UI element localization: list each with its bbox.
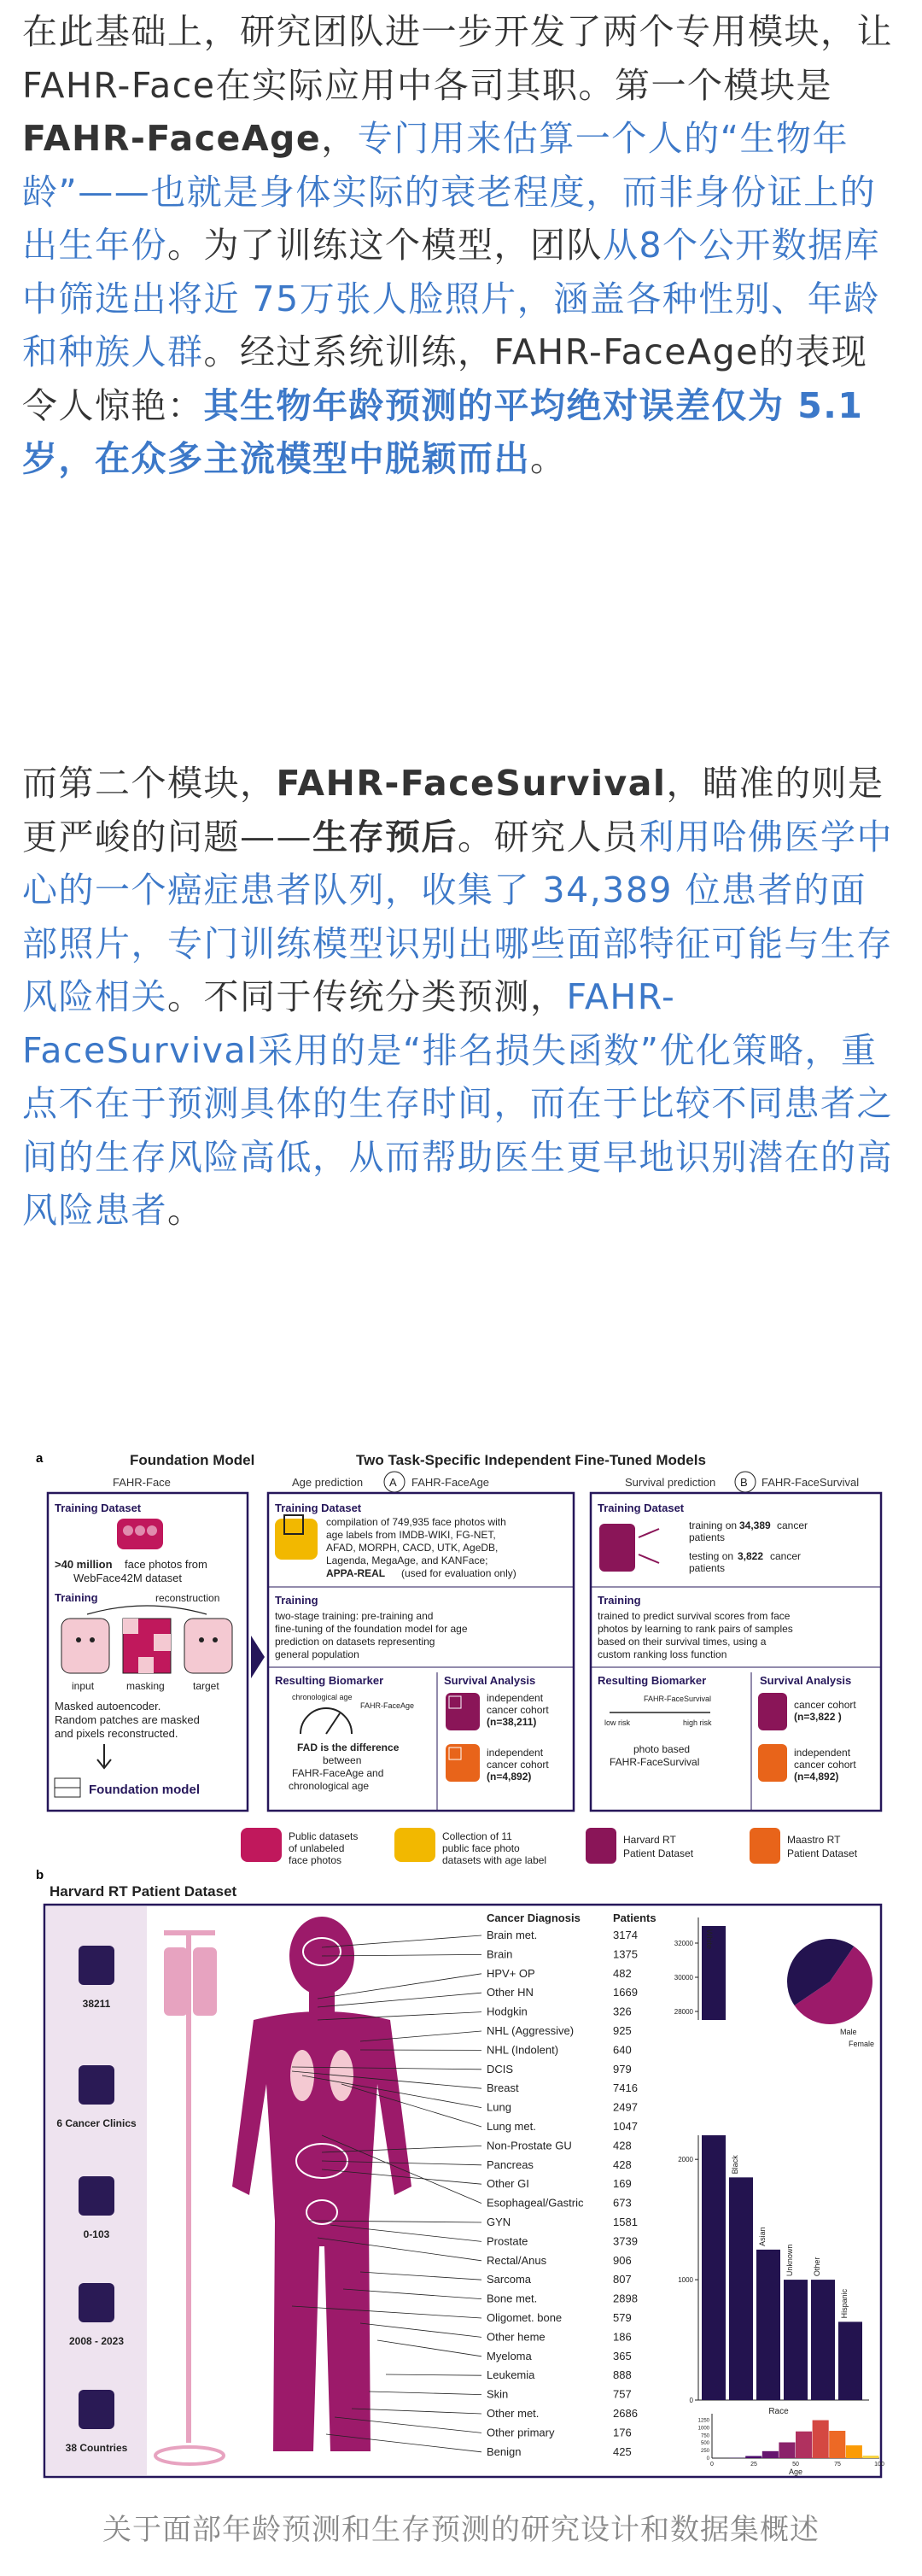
- svg-text:cancer cohort: cancer cohort: [794, 1759, 856, 1771]
- race-ytick-4: 30000: [674, 1974, 693, 1982]
- diagnosis-count-16: 3739: [613, 2234, 638, 2248]
- age-bar-8: [846, 2445, 862, 2458]
- diagnosis-name-14: Esophageal/Gastric: [487, 2196, 584, 2210]
- face-input-icon: [61, 1619, 109, 1673]
- p2-run-2: ，瞄准的则是更严峻的问题——: [22, 763, 884, 858]
- race-bar-4: [811, 2280, 835, 2400]
- svg-text:fine-tuning of the foundation: fine-tuning of the foundation model for age: [275, 1623, 468, 1635]
- stat-icon-2: [79, 2176, 114, 2216]
- svg-text:cancer: cancer: [777, 1519, 808, 1531]
- diagnosis-count-7: 979: [613, 2062, 632, 2075]
- stat-icon-1: [79, 2065, 114, 2105]
- svg-text:FAHR-FaceSurvival: FAHR-FaceSurvival: [762, 1476, 860, 1489]
- svg-text:high risk: high risk: [683, 1718, 712, 1727]
- svg-text:testing on: testing on: [689, 1550, 734, 1562]
- p2-run-6: 。不同于传统分类预测，: [167, 976, 567, 1017]
- p2-run-5: 利用哈佛医学中心的一个癌症患者队列，收集了 34,389 位患者的面部照片，专门训练模型识别出哪些面部特征可能与生存风险相关: [22, 816, 893, 1017]
- svg-text:Masked autoencoder.: Masked autoencoder.: [55, 1700, 161, 1712]
- diagnosis-name-19: Bone met.: [487, 2292, 538, 2305]
- diagnosis-name-4: Hodgkin: [487, 2005, 528, 2018]
- age-ytick-2: 500: [700, 2441, 709, 2447]
- race-label-3: Unknown: [785, 2244, 794, 2277]
- diagnosis-name-2: HPV+ OP: [487, 1966, 535, 1980]
- svg-text:patients: patients: [689, 1562, 726, 1574]
- svg-text:FAHR-FaceAge: FAHR-FaceAge: [360, 1701, 415, 1710]
- age-ytick-3: 750: [700, 2433, 709, 2439]
- race-label-1: Black: [731, 2155, 739, 2175]
- svg-text:datasets with age label: datasets with age label: [442, 1854, 547, 1866]
- diagnosis-count-25: 2686: [613, 2407, 638, 2420]
- svg-text:(used for evaluation only): (used for evaluation only): [401, 1567, 516, 1579]
- age-faces-icon: [275, 1515, 318, 1560]
- foundation-title: Foundation Model: [130, 1452, 255, 1468]
- pie-label-1: Female: [849, 2040, 875, 2048]
- age-xtick-4: 100: [874, 2462, 884, 2468]
- svg-text:Public datasets: Public datasets: [289, 1830, 359, 1842]
- patients-header: Patients: [613, 1912, 656, 1924]
- svg-text:(n=4,892): (n=4,892): [794, 1771, 839, 1783]
- foundation-sub: FAHR-Face: [113, 1476, 171, 1489]
- stat-icon-3: [79, 2283, 114, 2322]
- diagnosis-name-9: Lung: [487, 2100, 511, 2114]
- svg-text:public face photo: public face photo: [442, 1842, 520, 1854]
- unlabeled-faces-icon: [117, 1519, 163, 1549]
- age-ytick-5: 1250: [697, 2418, 709, 2424]
- svg-text:>40 million: >40 million: [55, 1558, 113, 1571]
- age-ytick-1: 250: [700, 2449, 709, 2455]
- svg-text:Survival prediction: Survival prediction: [625, 1476, 716, 1489]
- diagnosis-name-0: Brain met.: [487, 1929, 538, 1941]
- svg-text:patients: patients: [689, 1531, 726, 1543]
- diagnosis-count-23: 888: [613, 2368, 632, 2382]
- diagnosis-name-17: Rectal/Anus: [487, 2253, 547, 2267]
- diagnosis-header: Cancer Diagnosis: [487, 1912, 581, 1924]
- stat-icon-4: [79, 2390, 114, 2429]
- diagnosis-name-21: Other heme: [487, 2330, 546, 2344]
- svg-text:masking: masking: [126, 1680, 165, 1692]
- race-label-2: Asian: [758, 2227, 767, 2246]
- arrow-icon: [251, 1636, 265, 1678]
- diagnosis-name-23: Leukemia: [487, 2368, 535, 2382]
- diagnosis-count-21: 186: [613, 2330, 632, 2344]
- svg-text:cancer: cancer: [770, 1550, 802, 1562]
- svg-text:Random patches are masked: Random patches are masked: [55, 1713, 200, 1726]
- svg-text:(n=38,211): (n=38,211): [487, 1716, 537, 1728]
- race-label-5: Hispanic: [840, 2288, 849, 2319]
- svg-text:general population: general population: [275, 1648, 359, 1660]
- p2-run-8: 。: [167, 1190, 204, 1231]
- svg-text:Resulting Biomarker: Resulting Biomarker: [275, 1674, 384, 1687]
- stat-label-3: 2008 - 2023: [68, 2335, 125, 2347]
- race-ytick-3: 28000: [674, 2008, 693, 2016]
- svg-text:Lagenda, MegaAge, and KANFace;: Lagenda, MegaAge, and KANFace;: [326, 1554, 488, 1566]
- diagnosis-count-12: 428: [613, 2157, 632, 2171]
- svg-text:low risk: low risk: [604, 1718, 631, 1727]
- diagnosis-name-16: Prostate: [487, 2234, 528, 2248]
- diagnosis-name-12: Pancreas: [487, 2157, 534, 2171]
- svg-text:Survival Analysis: Survival Analysis: [760, 1674, 852, 1687]
- maastro-patient-icon: [446, 1744, 480, 1782]
- p1-run-3: 专门用来估算一个人的“生物年龄”——也就是身体实际的衰老程度，而非身份证上的出生年份: [22, 118, 877, 266]
- maastro-patient-icon-2: [758, 1744, 787, 1782]
- svg-text:prediction on datasets represe: prediction on datasets representing: [275, 1636, 435, 1648]
- p2-run-1: FAHR-FaceSurvival: [276, 763, 667, 804]
- svg-text:FAHR-FaceSurvival: FAHR-FaceSurvival: [610, 1756, 700, 1768]
- diagnosis-count-5: 925: [613, 2024, 632, 2037]
- race-xlabel: Race: [768, 2407, 789, 2416]
- diagnosis-name-27: Benign: [487, 2444, 522, 2458]
- diagnosis-count-11: 428: [613, 2139, 632, 2152]
- p2-run-3: 生存预后: [312, 816, 458, 858]
- p1-run-2: ，: [321, 118, 358, 159]
- diagnosis-count-26: 176: [613, 2426, 632, 2439]
- svg-text:Training: Training: [598, 1594, 641, 1607]
- svg-text:Training: Training: [275, 1594, 318, 1607]
- diagnosis-count-1: 1375: [613, 1947, 638, 1961]
- p1-run-1: FAHR-FaceAge: [22, 118, 322, 159]
- diagnosis-name-3: Other HN: [487, 1986, 534, 1999]
- diagnosis-name-22: Myeloma: [487, 2349, 532, 2362]
- svg-text:between: between: [323, 1754, 362, 1766]
- svg-text:AFAD, MORPH, CACD, UTK, AgeDB,: AFAD, MORPH, CACD, UTK, AgeDB,: [326, 1542, 499, 1554]
- diagnosis-name-1: Brain: [487, 1947, 513, 1961]
- age-bar-5: [796, 2432, 812, 2458]
- diagnosis-count-22: 365: [613, 2349, 632, 2362]
- stat-label-2: 0-103: [83, 2228, 110, 2240]
- svg-text:(n=4,892): (n=4,892): [487, 1771, 532, 1783]
- svg-text:target: target: [193, 1680, 219, 1692]
- svg-text:FAHR-FaceSurvival: FAHR-FaceSurvival: [644, 1695, 712, 1703]
- race-ytick-0: 0: [689, 2397, 693, 2404]
- svg-text:face photos: face photos: [289, 1854, 342, 1866]
- age-bar-4: [779, 2443, 795, 2458]
- svg-text:34,389: 34,389: [739, 1519, 771, 1531]
- diagnosis-name-20: Oligomet. bone: [487, 2311, 563, 2324]
- svg-text:photos by learning to rank pai: photos by learning to rank pairs of samples: [598, 1623, 793, 1635]
- svg-text:Training Dataset: Training Dataset: [55, 1502, 142, 1514]
- svg-text:Training: Training: [55, 1591, 98, 1604]
- svg-text:cancer cohort: cancer cohort: [487, 1759, 549, 1771]
- p1-run-8: 。: [530, 438, 567, 479]
- race-bar-1: [729, 2177, 753, 2400]
- svg-text:FAHR-FaceAge: FAHR-FaceAge: [411, 1476, 490, 1489]
- svg-text:A: A: [389, 1476, 397, 1489]
- svg-text:FAHR-FaceAge and: FAHR-FaceAge and: [292, 1767, 384, 1779]
- svg-text:training on: training on: [689, 1519, 738, 1531]
- svg-text:reconstruction: reconstruction: [155, 1592, 220, 1604]
- svg-text:Harvard RT: Harvard RT: [623, 1834, 676, 1846]
- face-target-icon: [184, 1619, 232, 1673]
- diagnosis-name-15: GYN: [487, 2216, 511, 2228]
- face-masked-icon: [123, 1619, 171, 1673]
- age-xlabel: Age: [788, 2468, 803, 2476]
- diagnosis-count-27: 425: [613, 2444, 632, 2458]
- race-bar-3: [784, 2280, 808, 2400]
- diagnosis-count-18: 807: [613, 2273, 632, 2286]
- diagnosis-name-13: Other GI: [487, 2177, 529, 2191]
- age-bar-3: [762, 2451, 779, 2458]
- svg-text:B: B: [740, 1476, 748, 1489]
- diagnosis-count-13: 169: [613, 2177, 632, 2191]
- p1-run-6: 。经过系统训练，FAHR-FaceAge的表现令人惊艳：: [22, 331, 868, 426]
- diagnosis-count-2: 482: [613, 1966, 632, 1980]
- race-bar-lower-0: [702, 2135, 726, 2400]
- stat-label-4: 38 Countries: [65, 2442, 128, 2454]
- age-ytick-4: 1000: [697, 2426, 709, 2432]
- diagnosis-name-25: Other met.: [487, 2407, 540, 2420]
- diagnosis-name-8: Breast: [487, 2081, 519, 2095]
- diagnosis-name-18: Sarcoma: [487, 2273, 532, 2286]
- svg-text:cancer cohort: cancer cohort: [487, 1704, 549, 1716]
- race-ytick-2: 2000: [678, 2156, 693, 2164]
- svg-text:independent: independent: [487, 1692, 544, 1704]
- stat-label-1: 6 Cancer Clinics: [56, 2117, 137, 2129]
- diagnosis-name-7: DCIS: [487, 2062, 514, 2075]
- diagnosis-name-6: NHL (Indolent): [487, 2043, 559, 2057]
- stat-label-0: 38211: [82, 1998, 111, 2010]
- pie-label-0: Male: [840, 2028, 857, 2036]
- diagnosis-name-10: Lung met.: [487, 2120, 536, 2133]
- svg-text:chronological age: chronological age: [289, 1780, 370, 1792]
- p1-run-4: 。为了训练这个模型，团队: [167, 225, 603, 266]
- diagnosis-name-11: Non-Prostate GU: [487, 2139, 572, 2152]
- diagnosis-count-3: 1669: [613, 1986, 638, 1999]
- svg-text:trained to predict survival sc: trained to predict survival scores from face: [598, 1610, 791, 1622]
- p2-run-0: 而第二个模块，: [22, 763, 277, 804]
- race-bar-5: [838, 2321, 862, 2400]
- age-xtick-3: 75: [834, 2462, 841, 2468]
- harvard-patient-icon: [446, 1693, 480, 1730]
- age-ytick-0: 0: [706, 2456, 709, 2462]
- svg-text:independent: independent: [794, 1747, 851, 1759]
- svg-text:Foundation model: Foundation model: [89, 1783, 200, 1797]
- diagnosis-count-20: 579: [613, 2311, 632, 2324]
- diagnosis-count-0: 3174: [613, 1929, 638, 1941]
- diagnosis-count-19: 2898: [613, 2292, 638, 2305]
- svg-text:WebFace42M dataset: WebFace42M dataset: [73, 1572, 182, 1584]
- article-paragraph-1: [22, 5, 902, 486]
- svg-text:Resulting Biomarker: Resulting Biomarker: [598, 1674, 707, 1687]
- p1-run-5: 从8个公开数据库中筛选出将近 75万张人脸照片，涵盖各种性别、年龄和种族人群: [22, 225, 881, 372]
- diagnosis-count-17: 906: [613, 2253, 632, 2267]
- age-xtick-0: 0: [710, 2462, 714, 2468]
- diagnosis-count-4: 326: [613, 2005, 632, 2018]
- svg-text:cancer cohort: cancer cohort: [794, 1699, 856, 1711]
- figure-caption: 关于面部年龄预测和生存预测的研究设计和数据集概述: [102, 2513, 820, 2547]
- race-ytick-1: 1000: [678, 2276, 693, 2285]
- svg-text:photo based: photo based: [633, 1743, 691, 1755]
- svg-text:Age prediction: Age prediction: [292, 1476, 364, 1489]
- svg-text:(n=3,822 ): (n=3,822 ): [794, 1711, 842, 1723]
- panel-b-title: Harvard RT Patient Dataset: [50, 1883, 237, 1900]
- p1-run-7: 其生物年龄预测的平均绝对误差仅为 5.1岁，在众多主流模型中脱颖而出: [22, 384, 864, 479]
- svg-text:age labels from IMDB-WIKI, FG-: age labels from IMDB-WIKI, FG-NET,: [326, 1529, 496, 1541]
- diagnosis-count-14: 673: [613, 2196, 632, 2210]
- svg-text:compilation of 749,935 face ph: compilation of 749,935 face photos with: [326, 1516, 506, 1528]
- bricks-icon: [55, 1778, 80, 1797]
- harvard-patient-icon-2: [758, 1693, 787, 1730]
- panel-b-letter: b: [36, 1868, 44, 1882]
- age-bar-9: [862, 2456, 878, 2458]
- svg-text:Training Dataset: Training Dataset: [598, 1502, 685, 1514]
- race-bar-2: [756, 2250, 780, 2400]
- svg-text:APPA-REAL: APPA-REAL: [326, 1567, 386, 1579]
- panel-a-letter: a: [36, 1452, 44, 1466]
- diagnosis-count-15: 1581: [613, 2216, 638, 2228]
- svg-text:two-stage training: pre-traini: two-stage training: pre-training and: [275, 1610, 434, 1622]
- age-xtick-1: 25: [750, 2462, 757, 2468]
- p2-run-7: FAHR-FaceSurvival采用的是“排名损失函数”优化策略，重点不在于预测具体的生存时间，而在于比较不同患者之间的生存风险高低，从而帮助医生更早地识别潜在的高风险患者: [22, 976, 893, 1231]
- svg-text:Patient Dataset: Patient Dataset: [787, 1847, 858, 1859]
- diagnosis-name-5: NHL (Aggressive): [487, 2024, 575, 2037]
- age-bar-7: [829, 2431, 845, 2458]
- age-xtick-2: 50: [792, 2462, 799, 2468]
- article-paragraph-2: [22, 757, 902, 1238]
- svg-text:independent: independent: [487, 1747, 544, 1759]
- svg-text:Patient Dataset: Patient Dataset: [623, 1847, 694, 1859]
- legend: [241, 1828, 858, 1866]
- age-bar-6: [813, 2421, 829, 2458]
- svg-text:Training Dataset: Training Dataset: [275, 1502, 362, 1514]
- svg-text:FAD is the difference: FAD is the difference: [297, 1742, 400, 1753]
- diagnosis-count-8: 7416: [613, 2081, 638, 2095]
- diagnosis-count-10: 1047: [613, 2120, 638, 2133]
- svg-text:and pixels reconstructed.: and pixels reconstructed.: [55, 1727, 178, 1740]
- stat-icon-0: [79, 1946, 114, 1985]
- svg-text:custom ranking loss function: custom ranking loss function: [598, 1648, 727, 1660]
- svg-text:Collection of 11: Collection of 11: [442, 1830, 512, 1842]
- p1-run-0: 在此基础上，研究团队进一步开发了两个专用模块，让FAHR-Face在实际应用中各司其职。第一个模块是: [22, 11, 893, 106]
- svg-text:based on their survival times,: based on their survival times, using a: [598, 1636, 767, 1648]
- study-design-figure: [36, 1452, 890, 2497]
- models-title: Two Task-Specific Independent Fine-Tuned Models: [356, 1452, 706, 1468]
- diagnosis-count-6: 640: [613, 2043, 632, 2057]
- age-bar-2: [745, 2456, 762, 2458]
- svg-text:chronological age: chronological age: [292, 1693, 353, 1701]
- diagnosis-name-24: Skin: [487, 2387, 509, 2401]
- race-ytick-5: 32000: [674, 1940, 693, 1947]
- diagnosis-name-26: Other primary: [487, 2426, 555, 2439]
- svg-text:of unlabeled: of unlabeled: [289, 1842, 345, 1854]
- race-label-0: White: [705, 1929, 714, 1950]
- race-label-4: Other: [813, 2257, 821, 2277]
- p2-run-4: 。研究人员: [458, 816, 639, 858]
- diagnosis-count-9: 2497: [613, 2100, 638, 2114]
- svg-text:Survival Analysis: Survival Analysis: [444, 1674, 536, 1687]
- svg-text:input: input: [72, 1680, 95, 1692]
- svg-text:3,822: 3,822: [738, 1550, 764, 1562]
- svg-text:face photos from: face photos from: [125, 1558, 207, 1571]
- diagnosis-count-24: 757: [613, 2387, 632, 2401]
- svg-text:Maastro RT: Maastro RT: [787, 1834, 841, 1846]
